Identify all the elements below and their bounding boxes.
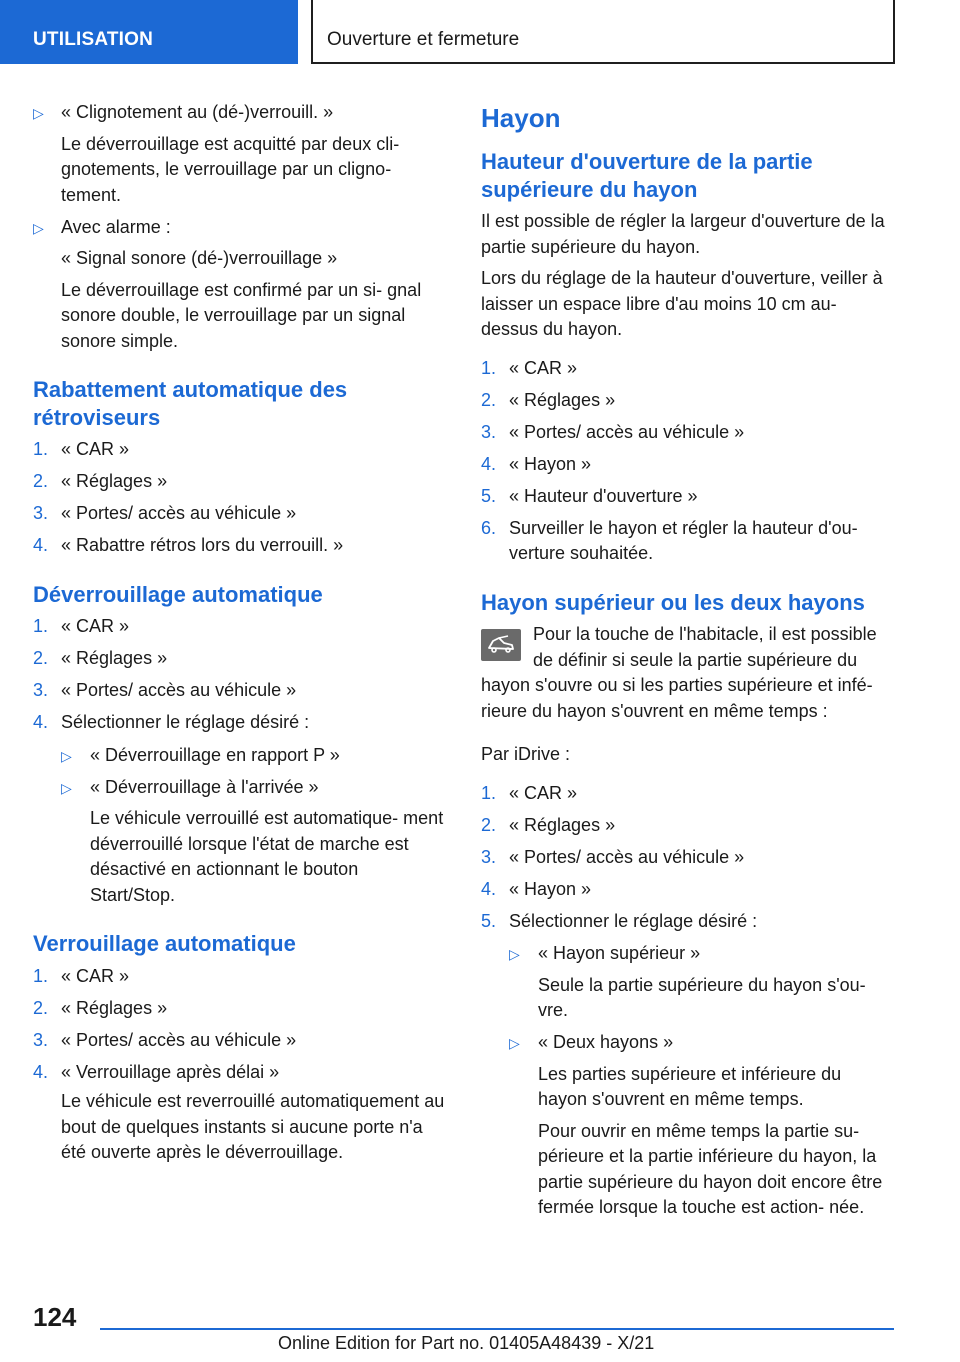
tailgate-button-icon <box>481 629 521 661</box>
unlock-steps <box>33 614 447 736</box>
step-number: 2. <box>33 997 49 1018</box>
step-text: « Réglages » <box>509 389 616 410</box>
list-item <box>481 452 895 478</box>
bullet-description: Le déverrouillage est acquitté par deux cli- gnotements, le verrouillage par un cligno- tement. <box>61 133 400 205</box>
step-text: « Réglages » <box>509 814 616 835</box>
upper-tailgate-steps <box>481 781 895 935</box>
list-item <box>481 516 895 567</box>
option-label: « Déverrouillage en rapport P » <box>90 744 340 765</box>
opening-height-paragraph: Lors du réglage de la hauteur d'ouverture, veiller à laisser un espace libre d'au moins 10 cm au- dessus du hayon. <box>481 268 883 339</box>
page-number: 124 <box>33 1302 77 1332</box>
upper-tailgate-intro <box>481 622 895 724</box>
footer-edition: Online Edition for Part no. 01405A48439 - X/21 <box>278 1333 655 1353</box>
list-item <box>481 877 895 903</box>
bullet-marker: ▷ <box>33 219 44 236</box>
header-chapter-label: Ouverture et fermeture <box>327 29 520 50</box>
section-heading-mirrors: Rabattement automatique des rétroviseurs <box>33 377 348 430</box>
mirrors-steps <box>33 437 447 559</box>
list-item <box>509 1030 895 1221</box>
bullet-description: Le déverrouillage est confirmé par un si- gnal sonore double, le verrouillage par un signal sonore simple. <box>61 279 422 351</box>
list-item <box>33 710 447 736</box>
step-number: 1. <box>33 439 49 459</box>
step-text: « Réglages » <box>61 997 168 1018</box>
step-number: 5. <box>481 910 497 931</box>
step-text: « Hayon » <box>509 878 592 899</box>
step-number: 4. <box>33 1061 49 1082</box>
step-number: 2. <box>33 471 49 491</box>
step-text: « Portes/ accès au véhicule » <box>509 846 745 867</box>
list-item <box>61 775 447 909</box>
list-item <box>481 420 895 446</box>
step-number: 3. <box>481 846 497 867</box>
list-item <box>33 469 447 495</box>
opening-height-paragraph: Il est possible de régler la largeur d'ouverture de la partie supérieure du hayon. <box>481 211 885 257</box>
bullet-marker: ▷ <box>33 105 44 121</box>
step-number: 3. <box>481 421 497 442</box>
bullet-marker: ▷ <box>509 1035 520 1051</box>
opening-height-steps <box>481 356 895 567</box>
bullet-marker: ▷ <box>61 779 72 796</box>
step-text: « CAR » <box>61 965 130 986</box>
option-label: « Déverrouillage à l'arrivée » <box>90 776 319 797</box>
step-number: 1. <box>33 965 49 986</box>
step-number: 1. <box>33 616 49 636</box>
step-number: 4. <box>481 878 497 899</box>
list-item <box>33 964 447 990</box>
option-label: « Deux hayons » <box>538 1032 674 1052</box>
bullet-label: « Clignotement au (dé-)verrouill. » <box>61 102 334 122</box>
bullet-marker: ▷ <box>509 946 520 962</box>
step-number: 5. <box>481 485 497 506</box>
step-text: « Portes/ accès au véhicule » <box>61 1029 297 1050</box>
list-item <box>33 678 447 704</box>
intro-bullet-list <box>33 100 447 354</box>
step-text: Sélectionner le réglage désiré : <box>509 910 758 931</box>
step-text: « Portes/ accès au véhicule » <box>509 421 745 442</box>
step-text: Surveiller le hayon et régler la hauteur d'ou- verture souhaitée. <box>509 517 858 563</box>
step-text: « Hauteur d'ouverture » <box>509 485 698 506</box>
right-column <box>481 100 895 1221</box>
list-item <box>481 845 895 871</box>
option-description: Le véhicule verrouillé est automatique- ment déverrouillé lorsque l'état de marche est désactivé en actionnant le bouton Start/Stop. <box>90 808 444 905</box>
list-item <box>33 437 447 463</box>
step-number: 4. <box>33 535 49 555</box>
option-label: « Hayon supérieur » <box>538 943 701 963</box>
step-text: « Rabattre rétros lors du verrouill. » <box>61 535 344 555</box>
list-item <box>33 614 447 640</box>
list-item <box>33 1028 447 1054</box>
section-heading-auto-unlock: Déverrouillage automatique <box>33 581 323 607</box>
step-text: « Réglages » <box>61 471 168 491</box>
step-number: 4. <box>33 712 49 732</box>
header-section-tab <box>0 0 298 64</box>
list-item <box>33 215 447 355</box>
step-text: « CAR » <box>61 439 130 459</box>
list-item <box>481 356 895 382</box>
step-number: 2. <box>33 648 49 668</box>
section-heading-upper-tailgate: Hayon supérieur ou les deux hayons <box>481 589 865 615</box>
list-item <box>33 533 447 559</box>
step-text: « Verrouillage après délai » <box>61 1061 280 1082</box>
step-number: 1. <box>481 782 497 803</box>
unlock-options <box>33 743 447 909</box>
step-number: 2. <box>481 389 497 410</box>
step-number: 2. <box>481 814 497 835</box>
list-item <box>481 781 895 807</box>
section-heading-opening-height: Hauteur d'ouverture de la partie supérieure du hayon <box>481 149 813 202</box>
bullet-label: Avec alarme : <box>61 216 171 237</box>
step-number: 3. <box>33 503 49 523</box>
idrive-label: Par iDrive : <box>481 744 571 764</box>
step-number: 1. <box>481 357 497 378</box>
option-description: Seule la partie supérieure du hayon s'ou- vre. <box>538 974 866 1020</box>
list-item <box>509 941 895 1024</box>
step-text: « Réglages » <box>61 648 168 668</box>
upper-tailgate-options <box>481 941 895 1221</box>
upper-tailgate-paragraph: Pour la touche de l'habitacle, il est possible de définir si seule la partie supérieure du hayon s'ouvre ou si les parties supérieure et infé- rieure du hayon s'ouvrent en même temps : <box>481 624 877 721</box>
step-text: « Portes/ accès au véhicule » <box>61 680 297 700</box>
lock-steps <box>33 964 447 1086</box>
step-text: Sélectionner le réglage désiré : <box>61 712 310 732</box>
chapter-heading-tailgate: Hayon <box>481 103 561 133</box>
step-text: « Hayon » <box>509 453 592 474</box>
list-item <box>481 813 895 839</box>
option-description: Pour ouvrir en même temps la partie su- périeure et la partie inférieure du hayon, la partie supérieure du hayon doit encore être fermée lorsque la touche est action- née. <box>538 1120 883 1217</box>
list-item <box>481 388 895 414</box>
list-item <box>33 100 447 208</box>
list-item <box>481 484 895 510</box>
list-item <box>33 1060 447 1086</box>
list-item <box>33 996 447 1022</box>
list-item <box>481 909 895 935</box>
bullet-marker: ▷ <box>61 747 72 764</box>
section-heading-auto-lock: Verrouillage automatique <box>33 931 296 956</box>
bullet-description: « Signal sonore (dé-)verrouillage » <box>61 248 338 268</box>
header-section-label: UTILISATION <box>33 29 154 50</box>
footer-divider <box>100 1328 894 1330</box>
step-text: « CAR » <box>509 357 578 378</box>
header-chapter-box <box>311 0 895 64</box>
list-item <box>33 646 447 672</box>
step-text: « CAR » <box>61 616 130 636</box>
lock-description: Le véhicule est reverrouillé automatiquement au bout de quelques instants si aucune porte n'a été ouverte après le déverrouillage. <box>61 1091 445 1162</box>
step-number: 4. <box>481 453 497 474</box>
left-column <box>33 100 447 1166</box>
list-item <box>61 743 447 769</box>
step-text: « CAR » <box>509 782 578 803</box>
step-number: 3. <box>33 1029 49 1050</box>
list-item <box>33 501 447 527</box>
step-number: 3. <box>33 680 49 700</box>
step-text: « Portes/ accès au véhicule » <box>61 503 297 523</box>
step-number: 6. <box>481 517 497 538</box>
option-description: Les parties supérieure et inférieure du hayon s'ouvrent en même temps. <box>538 1063 842 1109</box>
